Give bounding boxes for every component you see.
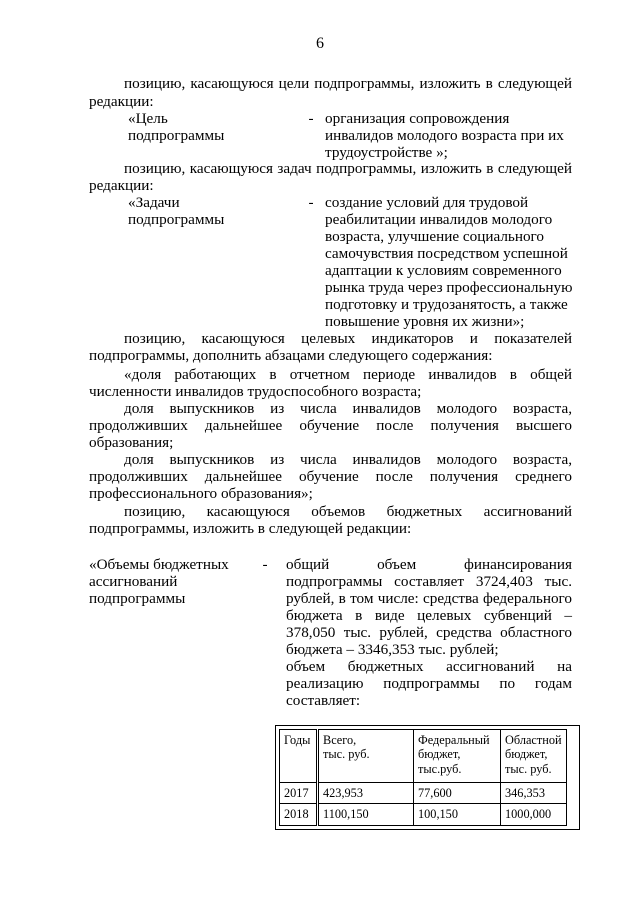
paragraph-tasks-intro-line1: позицию, касающуюся задач подпрограммы, изложить в следующей (124, 160, 572, 177)
paragraph-share-secondary-line3: профессионального образования»; (89, 485, 313, 502)
table-cell-year: 2018 (280, 804, 318, 825)
paragraph-volumes-intro-line2: подпрограммы, изложить в следующей редакции: (89, 520, 412, 537)
paragraph-goal-intro-line1: позицию, касающуюся цели подпрограммы, изложить в следующей (124, 75, 572, 92)
volumes-dash: - (262, 556, 268, 573)
goal-text-line2: инвалидов молодого возраста при их (325, 127, 564, 144)
table-cell-regional: 346,353 (501, 783, 567, 804)
volumes-text-line4: бюджета в виде целевых субвенций – (286, 607, 572, 624)
tasks-text-line7: подготовку и трудозанятость, а также (325, 296, 568, 313)
tasks-text-line6: рынка труда через профессиональную (325, 279, 573, 296)
table-header-regional (501, 730, 567, 783)
volumes-text-line3: рублей, в том числе: средства федерального (286, 590, 572, 607)
volumes-text-line2: подпрограммы составляет 3724,403 тыс. (286, 573, 572, 590)
tasks-text-line2: реабилитации инвалидов молодого (325, 211, 553, 228)
table-cell-year: 2017 (280, 783, 318, 804)
paragraph-share-higher-line2: продолживших дальнейшее обучение после получения высшего (89, 417, 572, 434)
header-total-line1: Всего, (323, 733, 357, 747)
tasks-text-line5: адаптации к условиям современного (325, 262, 562, 279)
paragraph-share-employed-line1: «доля работающих в отчетном периоде инвалидов в общей (124, 366, 572, 383)
header-federal-line1: Федеральный (418, 733, 490, 747)
volumes-label-line3: подпрограммы (89, 590, 186, 607)
tasks-text-line1: создание условий для трудовой (325, 194, 529, 211)
volumes-text-line5: 378,050 тыс. рублей, средства областного (286, 624, 572, 641)
volumes-text-line9: составляет: (286, 692, 361, 709)
header-years-line1: Годы (284, 733, 311, 747)
volumes-text-line1: общий объем финансирования (286, 556, 572, 573)
header-regional-line2: бюджет, (505, 747, 548, 762)
goal-label-line2: подпрограммы (128, 127, 225, 144)
goal-dash: - (308, 110, 314, 127)
header-regional-line1: Областной (505, 733, 562, 747)
table-row (280, 783, 567, 804)
table-header-years (280, 730, 318, 783)
table-cell-federal: 77,600 (414, 783, 501, 804)
tasks-label-line1: «Задачи (128, 194, 180, 211)
volumes-label-line1: «Объемы бюджетных (89, 556, 229, 573)
goal-label-line1: «Цель (128, 110, 168, 127)
budget-table (279, 729, 567, 826)
tasks-text-line3: возраста, улучшение социального (325, 228, 544, 245)
tasks-label-line2: подпрограммы (128, 211, 225, 228)
paragraph-share-higher-line3: образования; (89, 434, 174, 451)
goal-text-line1: организация сопровождения (325, 110, 510, 127)
paragraph-share-employed-line2: численности инвалидов трудоспособного возраста; (89, 383, 422, 400)
table-cell-total: 423,953 (318, 783, 414, 804)
table-cell-regional: 1000,000 (501, 804, 567, 825)
volumes-text-line6: бюджета – 3346,353 тыс. рублей; (286, 641, 499, 658)
paragraph-share-secondary-line1: доля выпускников из числа инвалидов молодого возраста, (124, 451, 572, 468)
volumes-label-line2: ассигнований (89, 573, 178, 590)
paragraph-indicators-line1: позицию, касающуюся целевых индикаторов и показателей (124, 330, 572, 347)
table-header-row (280, 730, 567, 783)
paragraph-share-higher-line1: доля выпускников из числа инвалидов молодого возраста, (124, 400, 572, 417)
table-cell-federal: 100,150 (414, 804, 501, 825)
tasks-dash: - (308, 194, 314, 211)
paragraph-volumes-intro-line1: позицию, касающуюся объемов бюджетных ассигнований (124, 503, 572, 520)
paragraph-indicators-line2: подпрограммы, дополнить абзацами следующего содержания: (89, 347, 493, 364)
page-number: 6 (316, 35, 324, 52)
table-header-total (318, 730, 414, 783)
table-row (280, 804, 567, 825)
goal-text-line3: трудоустройстве »; (325, 144, 448, 161)
paragraph-share-secondary-line2: продолживших дальнейшее обучение после получения среднего (89, 468, 572, 485)
paragraph-goal-intro-line2: редакции: (89, 93, 154, 110)
table-header-federal (414, 730, 501, 783)
volumes-text-line8: реализацию подпрограммы по годам (286, 675, 572, 692)
volumes-text-line7: объем бюджетных ассигнований на (286, 658, 572, 675)
tasks-text-line8: повышение уровня их жизни»; (325, 313, 525, 330)
table-cell-total: 1100,150 (318, 804, 414, 825)
header-federal-line2: бюджет, (418, 747, 461, 762)
tasks-text-line4: самочувствия посредством успешной (325, 245, 568, 262)
header-federal-line3: тыс.руб. (418, 761, 462, 776)
header-total-line2: тыс. руб. (323, 747, 370, 762)
header-regional-line3: тыс. руб. (505, 761, 552, 776)
paragraph-tasks-intro-line2: редакции: (89, 177, 154, 194)
